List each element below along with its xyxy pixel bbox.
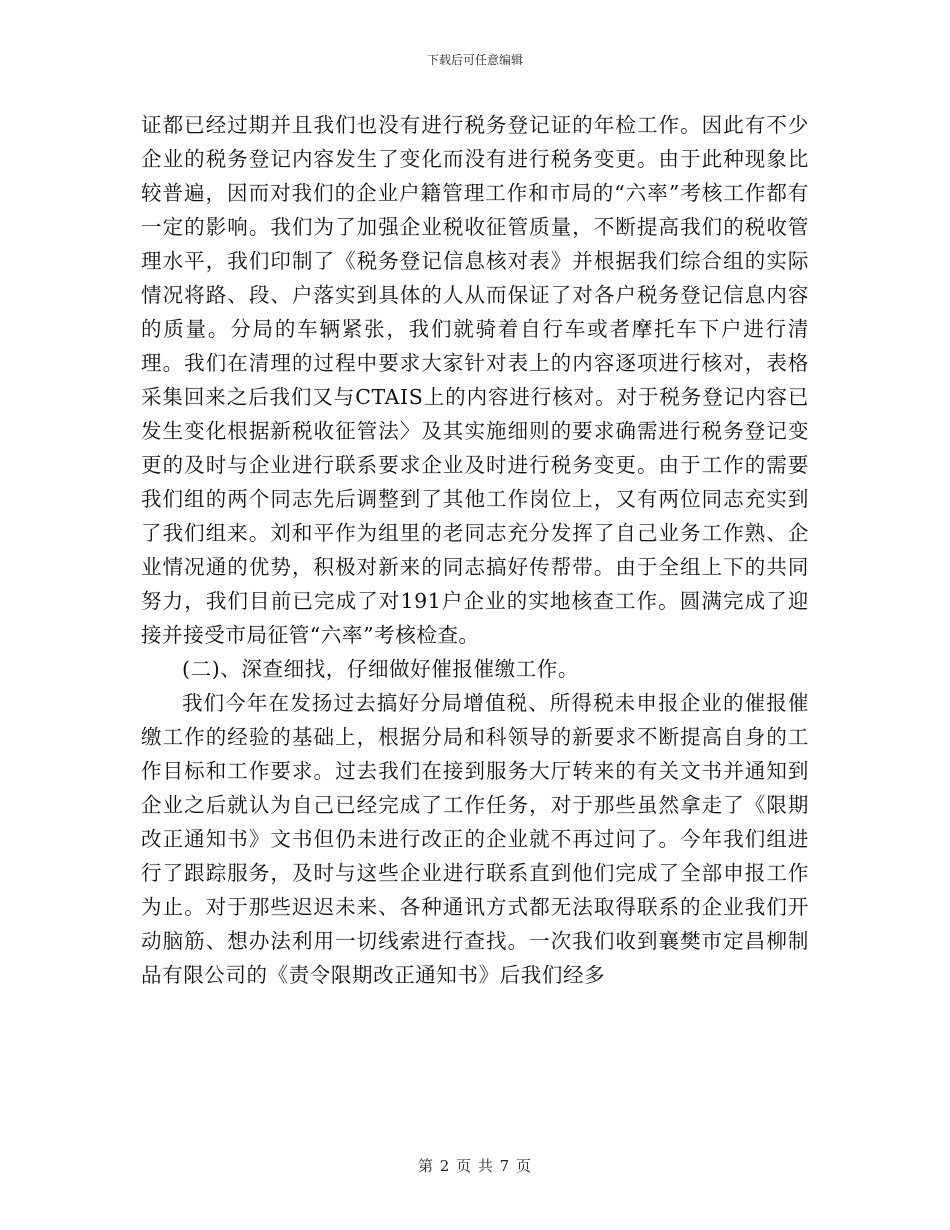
page-header: 下载后可任意编辑 xyxy=(426,53,523,67)
body-paragraph: 我们今年在发扬过去搞好分局增值税、所得税未申报企业的催报催缴工作的经验的基础上，根据分局和科领导的新要求不断提高自身的工作目标和工作要求。过去我们在接到服务大厅转来的有关文书并通知到企业之后就认为自己已经完成了工作任务，对于那些虽然拿走了《限期改正通知书》文书但仍未进行改正的企业就不再过问了。今年我们组进行了跟踪服务，及时与这些企业进行联系直到他们完成了全部申报工作为止。对于那些迟迟未来、各种通讯方式都无法取得联系的企业我们开动脑筋、想办法利用一切线索进行查找。一次我们收到襄樊市定昌柳制品有限公司的《责令限期改正通知书》后我们经多 xyxy=(141,691,809,987)
body-paragraph: 证都已经过期并且我们也没有进行税务登记证的年检工作。因此有不少企业的税务登记内容发生了变化而没有进行税务变更。由于此种现象比较普遍，因而对我们的企业户籍管理工作和市局的“六率”考核工作都有一定的影响。我们为了加强企业税收征管质量，不断提高我们的税收管理水平，我们印制了《税务登记信息核对表》并根据我们综合组的实际情况将路、段、户落实到具体的人从而保证了对各户税务登记信息内容的质量。分局的车辆紧张，我们就骑着自行车或者摩托车下户进行清理。我们在清理的过程中要求大家针对表上的内容逐项进行核对，表格采集回来之后我们又与CTAIS上的内容进行核对。对于税务登记内容已发生变化根据新税收征管法〉及其实施细则的要求确需进行税务登记变更的及时与企业进行联系要求企业及时进行税务变更。由于工作的需要我们组的两个同志先后调整到了其他工作岗位上，又有两位同志充实到了我们组来。刘和平作为组里的老同志充分发挥了自己业务工作熟、企业情况通的优势，积极对新来的同志搞好传帮带。由于全组上下的共同努力，我们目前已完成了对191户企业的实地核查工作。圆满完成了迎接并接受市局征管“六率”考核检查。 xyxy=(141,113,809,647)
document-body xyxy=(141,108,809,992)
section-heading: (二)、深查细找，仔细做好催报催缴工作。 xyxy=(182,657,579,681)
page-number: 第 2 页 共 7 页 xyxy=(418,1157,532,1175)
